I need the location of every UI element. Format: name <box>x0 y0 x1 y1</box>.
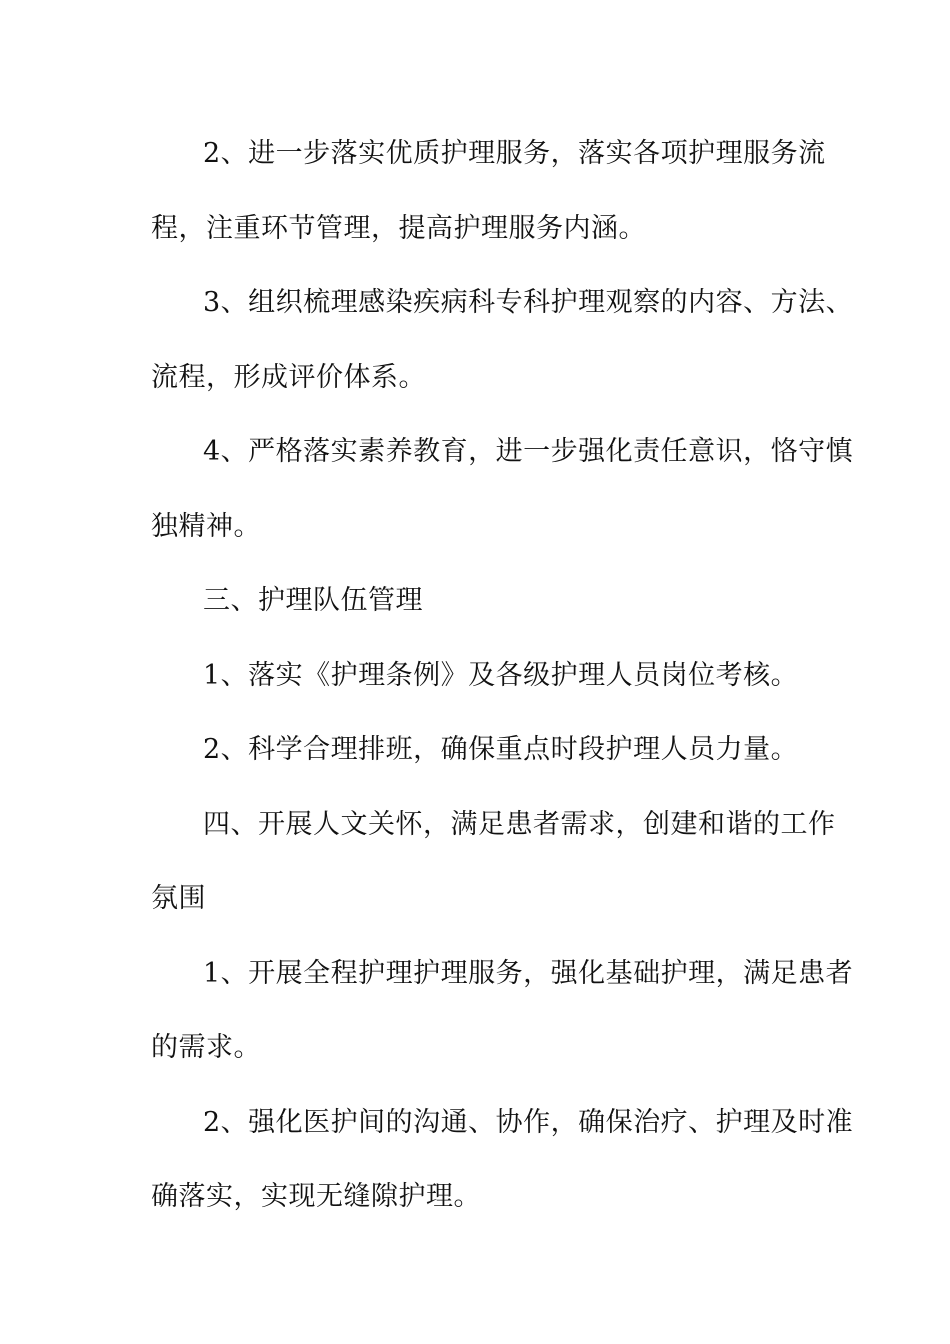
paragraph-line: 1、落实《护理条例》及各级护理人员岗位考核。 <box>203 660 799 691</box>
section-heading: 氛围 <box>151 883 206 914</box>
paragraph-line: 4、严格落实素养教育，进一步强化责任意识，恪守慎 <box>203 436 854 467</box>
section-heading: 四、开展人文关怀，满足患者需求，创建和谐的工作 <box>203 809 836 840</box>
paragraph-line: 2、强化医护间的沟通、协作，确保治疗、护理及时准 <box>203 1107 854 1138</box>
paragraph-line: 程，注重环节管理，提高护理服务内涵。 <box>151 213 646 244</box>
paragraph-line: 的需求。 <box>151 1032 261 1063</box>
section-heading: 三、护理队伍管理 <box>203 585 423 616</box>
paragraph-line: 3、组织梳理感染疾病科专科护理观察的内容、方法、 <box>203 287 854 318</box>
paragraph-line: 确落实，实现无缝隙护理。 <box>151 1181 481 1212</box>
paragraph-line: 独精神。 <box>151 511 261 542</box>
paragraph-line: 2、进一步落实优质护理服务，落实各项护理服务流 <box>203 138 826 169</box>
paragraph-line: 流程，形成评价体系。 <box>151 362 426 393</box>
paragraph-line: 1、开展全程护理护理服务，强化基础护理，满足患者 <box>203 958 854 989</box>
paragraph-line: 2、科学合理排班，确保重点时段护理人员力量。 <box>203 734 799 765</box>
